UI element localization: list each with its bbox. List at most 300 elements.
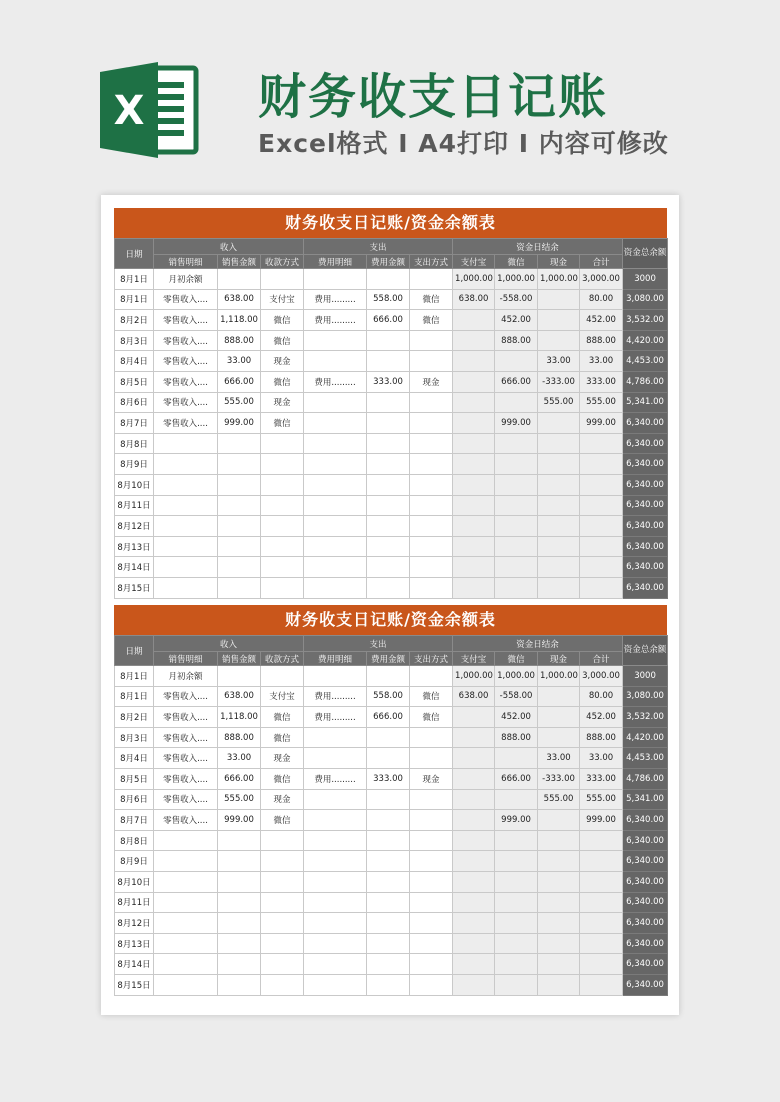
table-cell[interactable] <box>453 351 495 372</box>
table-cell[interactable] <box>453 454 495 475</box>
table-cell[interactable] <box>580 577 623 598</box>
table-cell[interactable] <box>261 433 304 454</box>
table-cell[interactable]: 638.00 <box>453 289 495 310</box>
table-cell[interactable] <box>538 577 580 598</box>
table-cell[interactable]: -333.00 <box>538 768 580 789</box>
table-cell[interactable]: 452.00 <box>495 707 538 728</box>
table-cell[interactable]: 微信 <box>410 686 453 707</box>
table-cell[interactable]: 零售收入.... <box>154 351 218 372</box>
table-cell[interactable] <box>580 892 623 913</box>
table-cell[interactable]: 555.00 <box>538 392 580 413</box>
table-cell[interactable] <box>261 933 304 954</box>
table-cell[interactable]: 558.00 <box>367 289 410 310</box>
table-cell[interactable]: 1,000.00 <box>453 269 495 290</box>
table-cell[interactable]: 1,000.00 <box>495 269 538 290</box>
table-cell[interactable] <box>580 871 623 892</box>
table-cell[interactable] <box>538 413 580 434</box>
table-cell[interactable] <box>580 933 623 954</box>
table-cell[interactable]: 666.00 <box>218 371 261 392</box>
table-cell[interactable] <box>453 810 495 831</box>
table-cell[interactable]: 费用......... <box>304 310 367 331</box>
table-cell[interactable]: 微信 <box>261 810 304 831</box>
table-cell[interactable]: 555.00 <box>580 392 623 413</box>
table-cell[interactable] <box>367 727 410 748</box>
table-cell[interactable] <box>367 351 410 372</box>
table-cell[interactable]: 8月3日 <box>115 727 154 748</box>
table-cell[interactable]: 33.00 <box>580 748 623 769</box>
table-cell[interactable] <box>154 433 218 454</box>
table-cell[interactable] <box>495 871 538 892</box>
table-cell[interactable] <box>495 392 538 413</box>
table-cell[interactable] <box>580 454 623 475</box>
table-cell[interactable] <box>453 577 495 598</box>
table-cell[interactable] <box>261 954 304 975</box>
table-cell[interactable]: 微信 <box>261 768 304 789</box>
table-cell[interactable] <box>367 516 410 537</box>
table-cell[interactable]: 6,340.00 <box>623 871 668 892</box>
table-cell[interactable]: 8月3日 <box>115 330 154 351</box>
table-cell[interactable]: 现金 <box>410 768 453 789</box>
table-cell[interactable] <box>261 577 304 598</box>
table-cell[interactable] <box>495 954 538 975</box>
table-cell[interactable] <box>304 789 367 810</box>
table-cell[interactable]: 零售收入.... <box>154 810 218 831</box>
table-cell[interactable] <box>154 974 218 995</box>
table-cell[interactable] <box>538 913 580 934</box>
table-cell[interactable] <box>580 433 623 454</box>
table-cell[interactable] <box>367 577 410 598</box>
table-cell[interactable] <box>304 269 367 290</box>
table-cell[interactable] <box>367 892 410 913</box>
table-cell[interactable] <box>304 433 367 454</box>
table-cell[interactable] <box>538 310 580 331</box>
table-cell[interactable]: 零售收入.... <box>154 392 218 413</box>
table-cell[interactable] <box>304 351 367 372</box>
table-cell[interactable] <box>495 913 538 934</box>
table-cell[interactable]: 支付宝 <box>261 686 304 707</box>
table-cell[interactable]: 999.00 <box>580 413 623 434</box>
table-cell[interactable] <box>410 954 453 975</box>
table-cell[interactable]: 4,453.00 <box>623 351 668 372</box>
table-cell[interactable]: 零售收入.... <box>154 289 218 310</box>
table-cell[interactable] <box>495 557 538 578</box>
table-cell[interactable] <box>304 871 367 892</box>
table-cell[interactable]: 现金 <box>261 351 304 372</box>
table-cell[interactable] <box>495 748 538 769</box>
table-cell[interactable] <box>410 851 453 872</box>
table-cell[interactable]: 33.00 <box>580 351 623 372</box>
table-cell[interactable] <box>410 892 453 913</box>
table-cell[interactable]: 1,118.00 <box>218 707 261 728</box>
table-cell[interactable]: 1,118.00 <box>218 310 261 331</box>
table-cell[interactable] <box>410 830 453 851</box>
table-cell[interactable]: 8月2日 <box>115 310 154 331</box>
table-cell[interactable] <box>261 913 304 934</box>
table-cell[interactable] <box>304 913 367 934</box>
table-cell[interactable] <box>261 474 304 495</box>
table-cell[interactable] <box>410 495 453 516</box>
table-cell[interactable] <box>453 851 495 872</box>
table-cell[interactable] <box>538 516 580 537</box>
table-cell[interactable]: 3,080.00 <box>623 289 668 310</box>
table-cell[interactable] <box>410 913 453 934</box>
table-cell[interactable]: 999.00 <box>495 810 538 831</box>
table-cell[interactable] <box>304 474 367 495</box>
table-cell[interactable] <box>367 474 410 495</box>
table-cell[interactable]: 8月5日 <box>115 768 154 789</box>
table-cell[interactable] <box>410 666 453 687</box>
table-cell[interactable]: 零售收入.... <box>154 330 218 351</box>
table-cell[interactable]: 33.00 <box>218 351 261 372</box>
table-cell[interactable] <box>580 557 623 578</box>
table-cell[interactable] <box>495 892 538 913</box>
table-cell[interactable] <box>453 557 495 578</box>
table-cell[interactable]: 3,532.00 <box>623 707 668 728</box>
table-cell[interactable] <box>367 413 410 434</box>
table-cell[interactable]: 3000 <box>623 666 668 687</box>
table-cell[interactable]: 6,340.00 <box>623 913 668 934</box>
table-cell[interactable]: 8月13日 <box>115 933 154 954</box>
table-cell[interactable] <box>367 495 410 516</box>
table-cell[interactable]: 452.00 <box>495 310 538 331</box>
table-cell[interactable]: 8月13日 <box>115 536 154 557</box>
table-cell[interactable] <box>218 536 261 557</box>
table-cell[interactable]: 8月5日 <box>115 371 154 392</box>
table-cell[interactable]: 4,786.00 <box>623 371 668 392</box>
table-cell[interactable] <box>261 666 304 687</box>
table-cell[interactable]: -333.00 <box>538 371 580 392</box>
table-cell[interactable]: 1,000.00 <box>538 269 580 290</box>
table-cell[interactable]: -558.00 <box>495 289 538 310</box>
table-cell[interactable]: 555.00 <box>218 789 261 810</box>
table-cell[interactable] <box>453 933 495 954</box>
table-cell[interactable]: 999.00 <box>218 413 261 434</box>
table-cell[interactable] <box>261 871 304 892</box>
table-cell[interactable] <box>410 413 453 434</box>
table-cell[interactable]: 6,340.00 <box>623 474 668 495</box>
table-cell[interactable] <box>538 536 580 557</box>
table-cell[interactable] <box>154 557 218 578</box>
table-cell[interactable] <box>410 516 453 537</box>
table-cell[interactable]: 3,000.00 <box>580 666 623 687</box>
table-cell[interactable] <box>453 707 495 728</box>
table-cell[interactable] <box>154 954 218 975</box>
table-cell[interactable] <box>218 830 261 851</box>
table-cell[interactable]: 8月11日 <box>115 495 154 516</box>
table-cell[interactable]: 6,340.00 <box>623 557 668 578</box>
table-cell[interactable] <box>495 830 538 851</box>
table-cell[interactable] <box>218 454 261 475</box>
table-cell[interactable] <box>580 474 623 495</box>
table-cell[interactable] <box>154 851 218 872</box>
table-cell[interactable]: 6,340.00 <box>623 851 668 872</box>
table-cell[interactable] <box>410 330 453 351</box>
table-cell[interactable]: 8月8日 <box>115 433 154 454</box>
table-cell[interactable]: 微信 <box>261 371 304 392</box>
table-cell[interactable] <box>367 974 410 995</box>
table-cell[interactable]: 6,340.00 <box>623 516 668 537</box>
table-cell[interactable] <box>218 851 261 872</box>
table-cell[interactable]: 8月2日 <box>115 707 154 728</box>
table-cell[interactable] <box>538 892 580 913</box>
table-cell[interactable] <box>453 748 495 769</box>
table-cell[interactable]: 零售收入.... <box>154 686 218 707</box>
table-cell[interactable]: 8月1日 <box>115 289 154 310</box>
table-cell[interactable] <box>304 810 367 831</box>
table-cell[interactable] <box>410 933 453 954</box>
table-cell[interactable] <box>304 454 367 475</box>
table-cell[interactable] <box>453 310 495 331</box>
table-cell[interactable] <box>218 516 261 537</box>
table-cell[interactable] <box>261 495 304 516</box>
table-cell[interactable]: 5,341.00 <box>623 789 668 810</box>
table-cell[interactable] <box>538 474 580 495</box>
table-cell[interactable] <box>304 577 367 598</box>
table-cell[interactable]: 6,340.00 <box>623 954 668 975</box>
table-cell[interactable]: 666.00 <box>218 768 261 789</box>
table-cell[interactable] <box>154 830 218 851</box>
table-cell[interactable]: 666.00 <box>495 768 538 789</box>
table-cell[interactable]: 微信 <box>261 727 304 748</box>
table-cell[interactable]: 零售收入.... <box>154 707 218 728</box>
table-cell[interactable]: 8月7日 <box>115 810 154 831</box>
table-cell[interactable]: 8月14日 <box>115 557 154 578</box>
table-cell[interactable]: -558.00 <box>495 686 538 707</box>
table-cell[interactable] <box>410 748 453 769</box>
table-cell[interactable]: 8月7日 <box>115 413 154 434</box>
table-cell[interactable]: 零售收入.... <box>154 310 218 331</box>
table-cell[interactable] <box>154 454 218 475</box>
table-cell[interactable] <box>495 933 538 954</box>
table-cell[interactable] <box>304 851 367 872</box>
table-cell[interactable] <box>538 727 580 748</box>
table-cell[interactable]: 8月10日 <box>115 871 154 892</box>
table-cell[interactable]: 6,340.00 <box>623 495 668 516</box>
table-cell[interactable]: 33.00 <box>218 748 261 769</box>
table-cell[interactable] <box>367 851 410 872</box>
table-cell[interactable] <box>304 495 367 516</box>
table-cell[interactable] <box>453 913 495 934</box>
table-cell[interactable]: 888.00 <box>580 727 623 748</box>
table-cell[interactable] <box>538 454 580 475</box>
table-cell[interactable] <box>495 474 538 495</box>
table-cell[interactable] <box>304 748 367 769</box>
table-cell[interactable]: 8月8日 <box>115 830 154 851</box>
table-cell[interactable]: 555.00 <box>218 392 261 413</box>
table-cell[interactable] <box>154 474 218 495</box>
table-cell[interactable]: 555.00 <box>580 789 623 810</box>
table-cell[interactable] <box>495 516 538 537</box>
table-cell[interactable] <box>154 933 218 954</box>
table-cell[interactable]: 333.00 <box>580 371 623 392</box>
table-cell[interactable] <box>304 892 367 913</box>
table-cell[interactable] <box>538 954 580 975</box>
table-cell[interactable] <box>495 454 538 475</box>
table-cell[interactable]: 6,340.00 <box>623 892 668 913</box>
table-cell[interactable]: 费用......... <box>304 686 367 707</box>
table-cell[interactable] <box>367 789 410 810</box>
table-cell[interactable]: 33.00 <box>538 748 580 769</box>
table-cell[interactable] <box>410 810 453 831</box>
table-cell[interactable] <box>218 269 261 290</box>
table-cell[interactable] <box>538 495 580 516</box>
table-cell[interactable] <box>304 413 367 434</box>
table-cell[interactable] <box>495 577 538 598</box>
table-cell[interactable]: 4,786.00 <box>623 768 668 789</box>
table-cell[interactable]: 6,340.00 <box>623 810 668 831</box>
table-cell[interactable]: 3,080.00 <box>623 686 668 707</box>
table-cell[interactable]: 6,340.00 <box>623 433 668 454</box>
table-cell[interactable]: 8月12日 <box>115 516 154 537</box>
table-cell[interactable] <box>538 851 580 872</box>
table-cell[interactable] <box>367 330 410 351</box>
table-cell[interactable] <box>538 933 580 954</box>
table-cell[interactable] <box>261 454 304 475</box>
table-cell[interactable] <box>580 851 623 872</box>
table-cell[interactable]: 452.00 <box>580 310 623 331</box>
table-cell[interactable] <box>453 789 495 810</box>
table-cell[interactable] <box>453 727 495 748</box>
table-cell[interactable] <box>367 954 410 975</box>
table-cell[interactable] <box>580 913 623 934</box>
table-cell[interactable]: 零售收入.... <box>154 789 218 810</box>
table-cell[interactable] <box>218 871 261 892</box>
table-cell[interactable]: 零售收入.... <box>154 727 218 748</box>
table-cell[interactable]: 666.00 <box>495 371 538 392</box>
table-cell[interactable]: 999.00 <box>580 810 623 831</box>
table-cell[interactable] <box>304 830 367 851</box>
table-cell[interactable]: 3,532.00 <box>623 310 668 331</box>
table-cell[interactable]: 888.00 <box>495 727 538 748</box>
table-cell[interactable]: 微信 <box>261 707 304 728</box>
table-cell[interactable] <box>410 871 453 892</box>
table-cell[interactable] <box>367 666 410 687</box>
table-cell[interactable]: 1,000.00 <box>453 666 495 687</box>
table-cell[interactable]: 555.00 <box>538 789 580 810</box>
table-cell[interactable]: 现金 <box>261 789 304 810</box>
table-cell[interactable] <box>154 871 218 892</box>
table-cell[interactable] <box>410 557 453 578</box>
table-cell[interactable] <box>154 516 218 537</box>
table-cell[interactable]: 638.00 <box>218 686 261 707</box>
table-cell[interactable] <box>367 557 410 578</box>
table-cell[interactable] <box>304 557 367 578</box>
table-cell[interactable]: 零售收入.... <box>154 371 218 392</box>
table-cell[interactable] <box>410 974 453 995</box>
table-cell[interactable]: 微信 <box>261 330 304 351</box>
table-cell[interactable]: 8月12日 <box>115 913 154 934</box>
table-cell[interactable]: 微信 <box>261 310 304 331</box>
table-cell[interactable] <box>453 371 495 392</box>
table-cell[interactable] <box>367 748 410 769</box>
table-cell[interactable] <box>218 974 261 995</box>
table-cell[interactable]: 888.00 <box>495 330 538 351</box>
table-cell[interactable] <box>218 666 261 687</box>
table-cell[interactable] <box>218 495 261 516</box>
table-cell[interactable]: 6,340.00 <box>623 933 668 954</box>
table-cell[interactable]: 333.00 <box>367 371 410 392</box>
table-cell[interactable] <box>367 454 410 475</box>
table-cell[interactable]: 8月10日 <box>115 474 154 495</box>
table-cell[interactable]: 6,340.00 <box>623 830 668 851</box>
table-cell[interactable] <box>495 351 538 372</box>
table-cell[interactable]: 6,340.00 <box>623 974 668 995</box>
table-cell[interactable] <box>495 974 538 995</box>
table-cell[interactable] <box>495 433 538 454</box>
table-cell[interactable] <box>367 871 410 892</box>
table-cell[interactable]: 零售收入.... <box>154 768 218 789</box>
table-cell[interactable]: 8月9日 <box>115 851 154 872</box>
table-cell[interactable]: 零售收入.... <box>154 748 218 769</box>
table-cell[interactable]: 微信 <box>410 289 453 310</box>
table-cell[interactable]: 999.00 <box>495 413 538 434</box>
table-cell[interactable]: 8月1日 <box>115 666 154 687</box>
table-cell[interactable] <box>304 516 367 537</box>
table-cell[interactable]: 6,340.00 <box>623 577 668 598</box>
table-cell[interactable] <box>367 536 410 557</box>
table-cell[interactable]: 888.00 <box>218 330 261 351</box>
table-cell[interactable] <box>453 433 495 454</box>
table-cell[interactable] <box>154 536 218 557</box>
table-cell[interactable]: 333.00 <box>580 768 623 789</box>
table-cell[interactable] <box>261 830 304 851</box>
table-cell[interactable] <box>261 536 304 557</box>
table-cell[interactable]: 费用......... <box>304 707 367 728</box>
table-cell[interactable] <box>453 536 495 557</box>
table-cell[interactable] <box>218 892 261 913</box>
table-cell[interactable] <box>538 289 580 310</box>
table-cell[interactable] <box>410 454 453 475</box>
table-cell[interactable] <box>453 392 495 413</box>
table-cell[interactable] <box>367 830 410 851</box>
table-cell[interactable]: 638.00 <box>453 686 495 707</box>
table-cell[interactable] <box>218 913 261 934</box>
table-cell[interactable]: 33.00 <box>538 351 580 372</box>
table-cell[interactable] <box>367 913 410 934</box>
table-cell[interactable] <box>410 474 453 495</box>
table-cell[interactable] <box>367 810 410 831</box>
table-cell[interactable] <box>538 974 580 995</box>
table-cell[interactable] <box>495 536 538 557</box>
table-cell[interactable]: 8月6日 <box>115 392 154 413</box>
table-cell[interactable]: 费用......... <box>304 768 367 789</box>
table-cell[interactable]: 333.00 <box>367 768 410 789</box>
table-cell[interactable] <box>218 557 261 578</box>
table-cell[interactable] <box>453 892 495 913</box>
table-cell[interactable] <box>218 577 261 598</box>
table-cell[interactable] <box>410 577 453 598</box>
table-cell[interactable] <box>538 871 580 892</box>
table-cell[interactable]: 1,000.00 <box>538 666 580 687</box>
table-cell[interactable] <box>538 830 580 851</box>
table-cell[interactable] <box>410 789 453 810</box>
table-cell[interactable]: 6,340.00 <box>623 413 668 434</box>
table-cell[interactable] <box>304 727 367 748</box>
table-cell[interactable] <box>538 810 580 831</box>
table-cell[interactable] <box>261 892 304 913</box>
table-cell[interactable] <box>154 495 218 516</box>
table-cell[interactable] <box>218 954 261 975</box>
table-cell[interactable] <box>304 666 367 687</box>
table-cell[interactable]: 8月6日 <box>115 789 154 810</box>
table-cell[interactable]: 8月15日 <box>115 577 154 598</box>
table-cell[interactable] <box>580 954 623 975</box>
table-cell[interactable] <box>453 474 495 495</box>
table-cell[interactable]: 4,453.00 <box>623 748 668 769</box>
table-cell[interactable]: 8月1日 <box>115 686 154 707</box>
table-cell[interactable]: 现金 <box>410 371 453 392</box>
table-cell[interactable] <box>367 933 410 954</box>
